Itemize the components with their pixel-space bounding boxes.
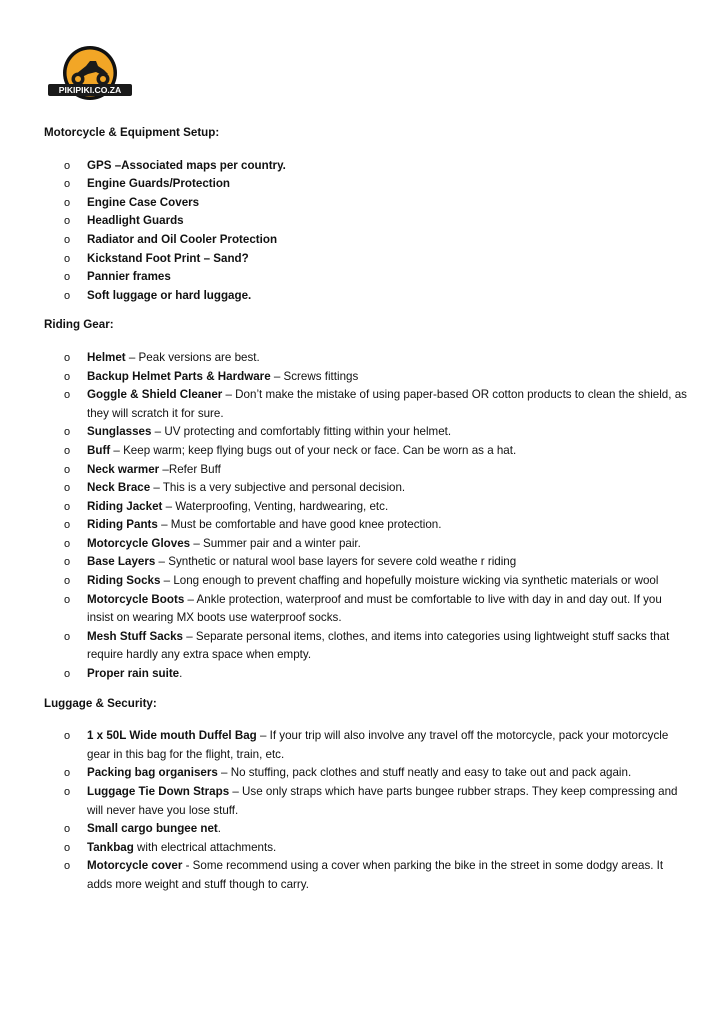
list-item: o Goggle & Shield Cleaner – Don’t make the mistake of using paper-based OR cotton products to clean the shield, as they will scratch it for sure. — [64, 388, 687, 420]
list-item: o Engine Case Covers — [44, 194, 689, 213]
equipment-setup-list — [44, 157, 689, 306]
bullet-icon: o — [64, 730, 71, 743]
bullet-icon: o — [64, 196, 71, 209]
motorcycle-logo-icon — [46, 44, 134, 104]
bullet-icon: o — [64, 841, 71, 854]
bullet-icon: o — [64, 351, 71, 364]
bullet-icon: o — [64, 178, 71, 191]
list-item: o Pannier frames — [44, 268, 689, 287]
bullet-icon: o — [64, 444, 71, 457]
bullet-icon: o — [64, 426, 71, 439]
bullet-icon: o — [64, 668, 71, 681]
list-item: o Motorcycle Gloves – Summer pair and a winter pair. — [44, 535, 689, 554]
bullet-icon: o — [64, 786, 71, 798]
list-item: o Luggage Tie Down Straps – Use only straps which have parts bungee rubber straps. They keep compressing and will never have you lose stuff. — [64, 785, 678, 817]
list-item: o Proper rain suite. — [44, 665, 689, 684]
section-heading-riding-gear: Riding Gear: — [44, 318, 114, 332]
list-item: o Tankbag with electrical attachments. — [44, 839, 689, 858]
bullet-icon: o — [64, 289, 71, 302]
list-item: o Riding Pants – Must be comfortable and have good knee protection. — [44, 516, 689, 535]
bullet-icon: o — [64, 823, 71, 836]
pikipiki-logo — [46, 44, 134, 104]
bullet-icon: o — [64, 860, 71, 873]
bullet-icon: o — [64, 519, 71, 532]
bullet-icon: o — [64, 215, 71, 228]
list-item: o Mesh Stuff Sacks – Separate personal items, clothes, and items into categories using lightweight stuff sacks that require hardly any extra space when empty. — [64, 629, 670, 662]
bullet-icon: o — [64, 159, 71, 172]
document-body — [44, 124, 689, 906]
bullet-icon: o — [64, 271, 71, 284]
list-item: o 1 x 50L Wide mouth Duffel Bag – If your trip will also involve any travel off the motorcycle, pack your motorcycle gear in this bag for the flight, train, etc. — [64, 729, 669, 761]
luggage-security-list — [44, 727, 689, 894]
logo-text: PIKIPIKI.CO.ZA — [58, 85, 122, 96]
bullet-icon: o — [64, 389, 71, 402]
list-item: o Riding Socks – Long enough to prevent chaffing and hopefully moisture wicking via synthetic materials or wool — [44, 572, 689, 591]
list-item: o Soft luggage or hard luggage. — [44, 287, 689, 306]
list-item: o Motorcycle Boots – Ankle protection, waterproof and must be comfortable to live with day in and day out. If you insist on wearing MX boots use waterproof socks. — [64, 592, 662, 625]
bullet-icon: o — [64, 370, 71, 383]
list-item: o Packing bag organisers – No stuffing, pack clothes and stuff neatly and easy to take out and pack again. — [44, 764, 689, 783]
riding-gear-list — [44, 349, 689, 684]
bullet-icon: o — [64, 233, 71, 246]
list-item: o Neck Brace – This is a very subjective and personal decision. — [44, 479, 689, 498]
list-item: o Radiator and Oil Cooler Protection — [44, 231, 689, 250]
list-item: o Kickstand Foot Print – Sand? — [44, 250, 689, 269]
bullet-icon: o — [64, 463, 71, 476]
list-item: o Base Layers – Synthetic or natural wool base layers for severe cold weathe r riding — [44, 553, 689, 572]
section-heading-equipment-setup: Motorcycle & Equipment Setup: — [44, 126, 220, 139]
list-item: o GPS –Associated maps per country. — [44, 157, 689, 176]
bullet-icon: o — [64, 767, 71, 780]
list-item: o Motorcycle cover - Some recommend using a cover when parking the bike in the street in some dodgy areas. It adds more weight and stuff though to carry. — [64, 859, 664, 891]
list-item: o Small cargo bungee net. — [44, 820, 689, 839]
list-item: o Neck warmer –Refer Buff — [44, 461, 689, 480]
bullet-icon: o — [64, 537, 71, 550]
list-item: o Sunglasses – UV protecting and comfortably fitting within your helmet. — [44, 423, 689, 442]
list-item: o Backup Helmet Parts & Hardware – Screws fittings — [44, 368, 689, 387]
bullet-icon: o — [64, 500, 71, 513]
list-item: o Engine Guards/Protection — [44, 175, 689, 194]
bullet-icon: o — [64, 252, 71, 265]
list-item: o Headlight Guards — [44, 212, 689, 231]
bullet-icon: o — [64, 630, 71, 643]
bullet-icon: o — [64, 482, 71, 495]
bullet-icon: o — [64, 575, 71, 588]
section-heading-luggage-security: Luggage & Security: — [44, 696, 157, 710]
list-item: o Buff – Keep warm; keep flying bugs out of your neck or face. Can be worn as a hat. — [44, 442, 689, 461]
list-item: o Helmet – Peak versions are best. — [44, 349, 689, 368]
bullet-icon: o — [64, 556, 71, 569]
list-item: o Riding Jacket – Waterproofing, Venting, hardwearing, etc. — [44, 498, 689, 517]
bullet-icon: o — [64, 593, 71, 606]
